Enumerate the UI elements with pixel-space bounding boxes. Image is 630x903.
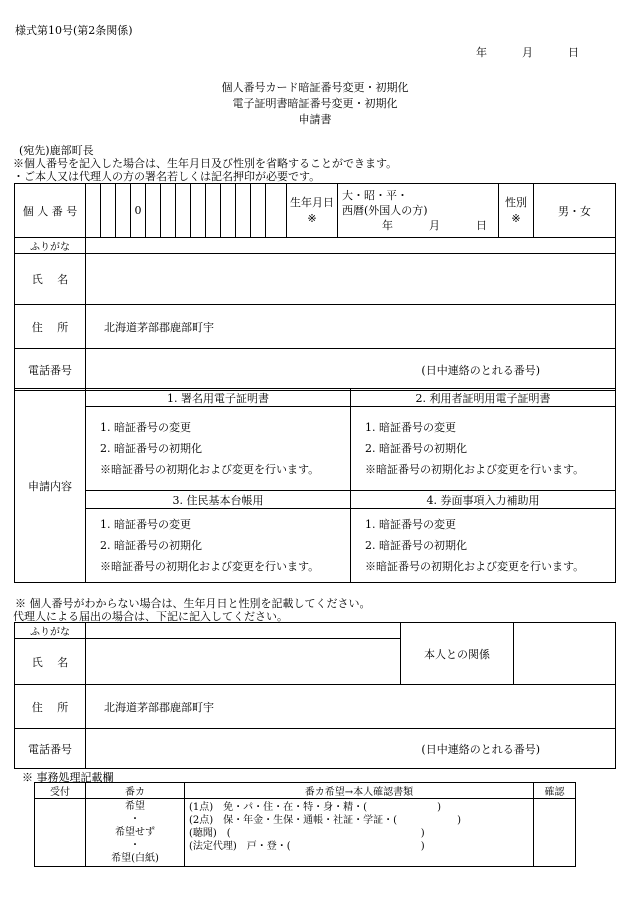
ymd-month: 月 [429,219,440,232]
digit-box[interactable] [146,184,161,238]
agent-table-2 [14,684,616,769]
option-change[interactable]: 1. 暗証番号の変更 [100,518,191,531]
phone-field[interactable]: (日中連絡のとれる番号) [86,349,616,391]
option-init[interactable]: 2. 暗証番号の初期化 [100,539,202,552]
office-header-banka: 番カ [86,783,185,799]
seinen-label [287,184,338,238]
furigana-field[interactable] [86,238,616,254]
addressee: (宛先)鹿部町長 [19,144,94,157]
date-month: 月 [522,46,533,59]
note-2: ・ご本人又は代理人の方の署名若しくは記名押印が必要です。 [13,170,321,183]
option-note: ※暗証番号の初期化および変更を行います。 [100,463,320,476]
uketsuke-field[interactable] [35,799,86,867]
office-heading: ※ 事務処理記載欄 [22,771,114,784]
title-line-3: 申請書 [298,113,332,126]
agent-furigana-label: ふりがな [15,623,86,639]
separator-dot: ・ [130,814,140,825]
digit-box[interactable] [236,184,251,238]
birthdate-ymd [342,218,498,233]
application-label: 申請内容 [15,389,86,583]
option-note: ※暗証番号の初期化および変更を行います。 [100,560,320,573]
option-change[interactable]: 1. 暗証番号の変更 [365,421,456,434]
kakunin-field[interactable] [534,799,576,867]
digit-box[interactable]: 0 [131,184,146,238]
seibetsu-label-text: 性別 [505,195,527,209]
ymd-year: 年 [382,219,393,232]
office-header-uketsuke: 受付 [35,783,86,799]
doc-choumon[interactable]: (聴聞) ( ) [189,828,425,839]
name-label: 氏 名 [15,254,86,305]
applicant-details [14,237,616,391]
option-note: ※暗証番号の初期化および変更を行います。 [365,560,585,573]
note-1: ※個人番号を記入した場合は、生年月日及び性別を省略することができます。 [13,157,398,170]
banka-options[interactable] [86,799,185,867]
digit-box[interactable] [221,184,236,238]
agent-name-field[interactable] [86,639,401,685]
id-docs-list[interactable] [185,799,534,867]
option-init[interactable]: 2. 暗証番号の初期化 [365,442,467,455]
address-field[interactable]: 北海道茅部郡鹿部町宇 [86,305,616,349]
digit-box[interactable] [176,184,191,238]
doc-houtei[interactable]: (法定代理) 戸・登・( ) [189,841,425,852]
form-number: 様式第10号(第2条関係) [15,24,133,37]
seibetsu-label [499,184,534,238]
digit-box[interactable] [191,184,206,238]
option-change[interactable]: 1. 暗証番号の変更 [100,421,191,434]
seibetsu-field[interactable]: 男・女 [534,184,616,238]
spacer-cell [266,184,287,238]
date-year: 年 [476,46,487,59]
phone-label: 電話番号 [15,349,86,391]
seibetsu-mark: ※ [511,211,521,225]
section-2-options[interactable] [351,407,616,491]
option-note: ※暗証番号の初期化および変更を行います。 [365,463,585,476]
option-init[interactable]: 2. 暗証番号の初期化 [365,539,467,552]
era-foreign: 西暦(外国人の方) [342,204,428,217]
agent-table [14,622,616,685]
office-header-docs: 番カ希望→本人確認書類 [185,783,534,799]
seinen-mark: ※ [307,211,317,225]
applicant-id-row [14,183,616,238]
digit-box[interactable] [86,184,101,238]
relation-label: 本人との関係 [401,623,514,685]
kibou-sezu-option[interactable]: 希望せず [115,827,155,838]
birthdate-field[interactable] [338,184,499,238]
option-change[interactable]: 1. 暗証番号の変更 [365,518,456,531]
kojin-bango-label: 個 人 番 号 [15,184,86,238]
digit-box[interactable] [161,184,176,238]
name-field[interactable] [86,254,616,305]
digit-box[interactable] [251,184,266,238]
ymd-day: 日 [476,219,487,232]
kibou-hakushi-option[interactable]: 希望(白紙) [111,853,159,864]
agent-address-label: 住 所 [15,685,86,729]
date-day: 日 [568,46,579,59]
section-1-header: 1. 署名用電子証明書 [86,389,351,407]
agent-phone-label: 電話番号 [15,729,86,769]
agent-furigana-field[interactable] [86,623,401,639]
note-4: 代理人による届出の場合は、下記に記入してください。 [13,610,288,623]
separator-dot: ・ [130,840,140,851]
section-3-options[interactable] [86,509,351,583]
option-init[interactable]: 2. 暗証番号の初期化 [100,442,202,455]
kibou-option[interactable]: 希望 [125,801,145,812]
era-options: 大・昭・平・ [342,189,408,202]
agent-name-label: 氏 名 [15,639,86,685]
address-label: 住 所 [15,305,86,349]
section-4-options[interactable] [351,509,616,583]
doc-1ten[interactable]: (1点) 免・パ・住・在・特・身・精・( ) [189,802,441,813]
digit-box[interactable] [116,184,131,238]
doc-2ten[interactable]: (2点) 保・年金・生保・通帳・社証・学証・( ) [189,815,461,826]
page-title [0,80,630,128]
note-3: ※ 個人番号がわからない場合は、生年月日と性別を記載してください。 [15,597,371,610]
title-line-2: 電子証明書暗証番号変更・初期化 [232,97,398,110]
digit-box[interactable] [206,184,221,238]
section-1-options[interactable] [86,407,351,491]
section-3-header: 3. 住民基本台帳用 [86,491,351,509]
office-table [34,782,576,867]
relation-field[interactable] [514,623,616,685]
furigana-label: ふりがな [15,238,86,254]
office-header-kakunin: 確認 [534,783,576,799]
application-table [14,388,616,583]
section-2-header: 2. 利用者証明用電子証明書 [351,389,616,407]
section-4-header: 4. 券面事項入力補助用 [351,491,616,509]
digit-box[interactable] [101,184,116,238]
agent-phone-field[interactable]: (日中連絡のとれる番号) [86,729,616,769]
agent-address-field[interactable]: 北海道茅部郡鹿部町宇 [86,685,616,729]
seinen-label-text: 生年月日 [290,195,334,209]
title-line-1: 個人番号カード暗証番号変更・初期化 [221,81,409,94]
